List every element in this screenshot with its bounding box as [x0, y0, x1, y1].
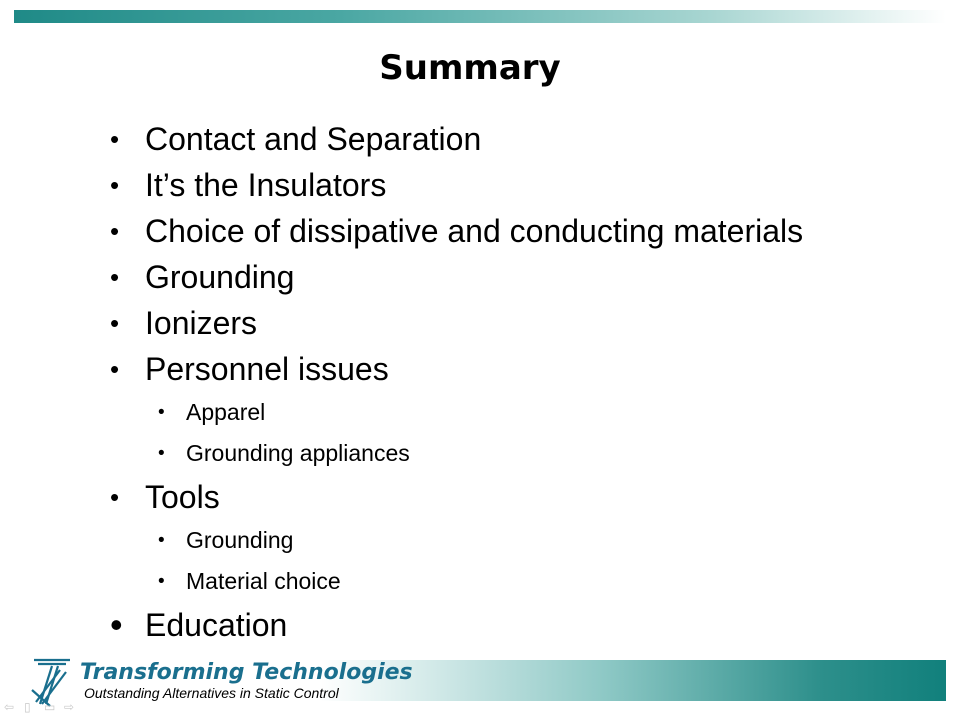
bullet-text: Personnel issues	[145, 351, 389, 387]
sub-bullet-dot-icon: •	[158, 571, 165, 592]
bullet-dot-icon: •	[110, 124, 120, 154]
bullet-text: Ionizers	[145, 305, 258, 341]
menu-icon[interactable]: ▭	[44, 700, 56, 714]
sub-bullet-item	[110, 433, 930, 474]
bullet-text: Grounding	[145, 259, 295, 295]
bullet-item	[110, 474, 930, 520]
sub-bullet-text: Grounding	[186, 527, 294, 553]
bullet-item	[110, 602, 930, 648]
sub-bullet-dot-icon: •	[158, 443, 165, 464]
sub-bullet-text: Grounding appliances	[186, 440, 410, 466]
bullet-item	[110, 254, 930, 300]
sub-bullet-item	[110, 392, 930, 433]
bullet-dot-icon: •	[110, 482, 120, 512]
bullet-text: Contact and Separation	[145, 121, 482, 157]
pause-icon[interactable]: ▯	[24, 700, 31, 714]
slide-nav-controls	[4, 701, 78, 715]
bullet-item	[110, 208, 930, 254]
bullet-dot-icon: •	[110, 308, 120, 338]
bullet-text: Education	[145, 607, 288, 643]
footer-tagline: Outstanding Alternatives in Static Control	[84, 685, 339, 701]
bullet-item	[110, 346, 930, 392]
footer-gradient-band	[320, 660, 946, 701]
sub-bullet-item	[110, 561, 930, 602]
bullet-dot-icon: •	[110, 604, 123, 645]
bullet-dot-icon: •	[110, 262, 120, 292]
bullet-dot-icon: •	[110, 170, 120, 200]
bullet-text: It’s the Insulators	[145, 167, 387, 203]
footer-brand-name: Transforming Technologies	[80, 660, 413, 685]
bullet-dot-icon: •	[110, 354, 120, 384]
sub-bullet-text: Material choice	[186, 568, 341, 594]
prev-arrow-icon[interactable]: ⇦	[4, 700, 15, 714]
sub-bullet-dot-icon: •	[158, 530, 165, 551]
bullet-dot-icon: •	[110, 216, 120, 246]
sub-bullet-text: Apparel	[186, 399, 266, 425]
sub-bullet-item	[110, 520, 930, 561]
slide-title: Summary	[379, 48, 561, 88]
bullet-text: Choice of dissipative and conducting materials	[145, 213, 804, 249]
header-gradient-bar	[14, 10, 946, 23]
bullet-list	[110, 116, 930, 648]
bullet-item	[110, 300, 930, 346]
sub-bullet-dot-icon: •	[158, 402, 165, 423]
bullet-item	[110, 162, 930, 208]
bullet-text: Tools	[145, 479, 220, 515]
next-arrow-icon[interactable]: ⇨	[64, 700, 75, 714]
bullet-item	[110, 116, 930, 162]
